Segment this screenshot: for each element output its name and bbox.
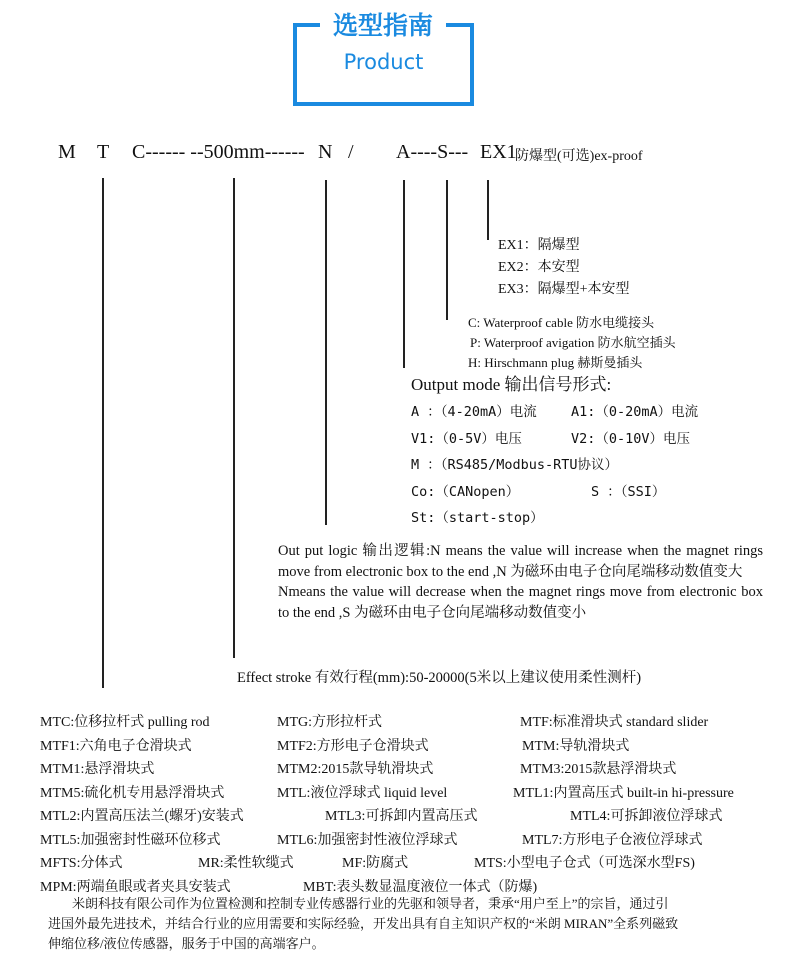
- leader-line-ex: [487, 180, 489, 240]
- code-t: T: [97, 141, 110, 163]
- connector-option: P: Waterproof avigation 防水航空插头: [470, 335, 676, 350]
- page-title: 选型指南: [320, 6, 446, 42]
- ex-options: [498, 235, 630, 301]
- logic-s: Nmeans the value will decrease when the magnet rings move from electronic box to the end ,S 为磁环由电子仓向尾端移动数值变小: [278, 584, 763, 621]
- output-row: Co:（CANopen） S ：（SSI）: [411, 483, 666, 500]
- model-item: MTF2:方形电子仓滑块式: [277, 738, 429, 754]
- model-item: MTL5:加强密封性磁环位移式: [40, 832, 221, 848]
- leader-line-output: [403, 180, 405, 368]
- model-item: MTL1:内置高压式 built-in hi-pressure: [513, 785, 734, 801]
- model-item: MTL2:内置高压法兰(螺牙)安装式: [40, 809, 244, 824]
- model-list: [40, 711, 790, 899]
- output-mode-list: [411, 399, 698, 532]
- code-n: N: [318, 141, 333, 163]
- leader-line-stroke: [233, 178, 235, 658]
- model-item: MTL:液位浮球式 liquid level: [277, 785, 448, 801]
- code-output-connector: A----S---: [396, 141, 469, 163]
- output-row: V1:（0-5V）电压 V2:（0-10V）电压: [411, 430, 691, 447]
- model-item: MTL3:可拆卸内置高压式: [325, 809, 478, 824]
- code-slash: /: [348, 141, 354, 163]
- leader-line-connector: [446, 180, 448, 320]
- model-item: MBT:表头数显温度液位一体式（防爆): [303, 879, 538, 895]
- ex-option: EX3：隔爆型+本安型: [498, 282, 630, 297]
- model-item: MTM1:悬浮滑块式: [40, 762, 155, 777]
- model-item: MTM:导轨滑块式: [522, 738, 630, 754]
- page-subtitle: Product: [343, 50, 424, 74]
- model-item: MF:防腐式: [342, 856, 409, 871]
- model-item: MPM:两端鱼眼或者夹具安装式: [40, 879, 231, 895]
- model-item: MTS:小型电子仓式（可选深水型FS): [474, 856, 695, 871]
- connector-option: C: Waterproof cable 防水电缆接头: [468, 315, 655, 330]
- model-item: MTM5:硫化机专用悬浮滑块式: [40, 785, 225, 801]
- model-item: MTG:方形拉杆式: [277, 715, 382, 730]
- output-row: M ：（RS485/Modbus-RTU协议）: [411, 457, 619, 473]
- model-item: MTL6:加强密封性液位浮球式: [277, 832, 458, 848]
- ex-option: EX2：本安型: [498, 260, 580, 275]
- model-item: MTF:标准滑块式 standard slider: [520, 715, 709, 730]
- output-mode-title: Output mode 输出信号形式:: [411, 375, 612, 394]
- output-row: A ：（4-20mA）电流 A1:（0-20mA）电流: [411, 404, 699, 420]
- model-item: MTL4:可拆卸液位浮球式: [570, 809, 723, 824]
- leader-line-logic: [325, 180, 327, 525]
- connector-options: [468, 313, 676, 373]
- model-item: MTM2:2015款导轨滑块式: [277, 762, 434, 777]
- logic-n: Out put logic 输出逻辑:N means the value will increase when the magnet rings move from electronic box to the end ,N 为磁环由电子仓向尾端移动数值变大: [278, 543, 763, 580]
- model-item: MTL7:方形电子仓液位浮球式: [522, 832, 703, 848]
- code-ex-note: 防爆型(可选)ex-proof: [515, 149, 643, 164]
- model-item: MR:柔性软缆式: [198, 856, 294, 871]
- model-item: MTC:位移拉杆式 pulling rod: [40, 715, 210, 730]
- company-intro: 米朗科技有限公司作为位置检测和控制专业传感器行业的先驱和领导者，秉承“用户至上”的宗旨，通过引 进国外最先进技术，并结合行业的应用需要和实际经验，开发出具有自主知识产权的“米朗 MIRAN”全系列磁致 伸缩位移/液位传感器，服务于中国的高端客户。: [48, 896, 679, 951]
- output-row: St:（start-stop）: [411, 510, 544, 526]
- model-item: MFTS:分体式: [40, 856, 123, 871]
- effect-stroke: Effect stroke 有效行程(mm):50-20000(5米以上建议使用柔性测杆): [237, 670, 642, 686]
- leader-line-model: [102, 178, 104, 688]
- connector-option: H: Hirschmann plug 赫斯曼插头: [468, 355, 643, 370]
- model-item: MTF1:六角电子仓滑块式: [40, 738, 192, 754]
- output-logic: [278, 541, 763, 623]
- model-item: MTM3:2015款悬浮滑块式: [520, 762, 677, 777]
- ex-option: EX1：隔爆型: [498, 238, 580, 253]
- code-m: M: [58, 141, 76, 163]
- code-ex: EX1: [480, 141, 517, 163]
- code-c-stroke: C------ --500mm------: [132, 141, 305, 163]
